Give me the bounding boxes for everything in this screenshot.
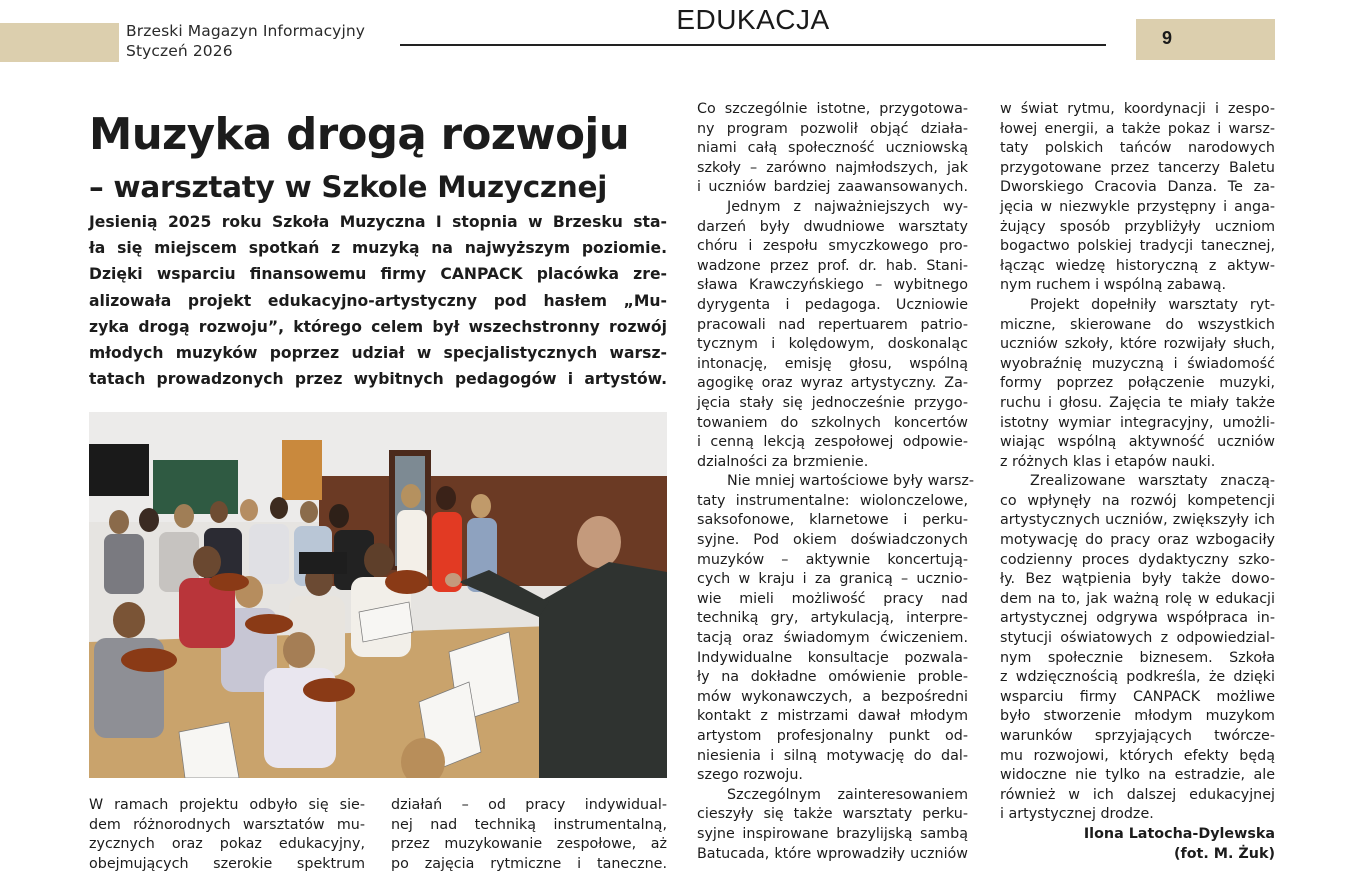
text-line: łącząc wiedzę historyczną z aktyw- — [1000, 257, 1275, 274]
text-line: istotny wymiar integracyjny, umożli- — [1000, 414, 1275, 431]
text-line: dyrygenta i pedagoga. Uczniowie — [697, 296, 968, 313]
lead-line: zyka drogą rozwoju”, którego celem był wszechstronny rozwój — [89, 317, 667, 336]
lead-line: ła się miejscem spotkań z muzyką na najwyższym poziomie. — [89, 239, 667, 258]
text-line: chóru i zespołu smyczkowego pro- — [697, 238, 968, 255]
text-line: Dworskiego Cracovia Danza. Te za- — [1000, 179, 1275, 196]
text-line: muzyków – aktywnie koncertują- — [697, 551, 968, 568]
lead-line: Dzięki wsparciu finansowemu firmy CANPACK placówka zre- — [89, 265, 667, 284]
text-line: towaniem do szkolnych koncertów — [697, 414, 968, 431]
text-line: intonację, emisję głosu, wspólną — [697, 355, 968, 372]
text-line: Nie mniej wartościowe były warsz- — [727, 473, 975, 490]
article-title: Muzyka drogą rozwoju — [89, 110, 630, 160]
text-line: Co szczególnie istotne, przygotowa- — [697, 101, 968, 117]
text-line: ły. Bez wątpienia były także dowo- — [1000, 571, 1275, 588]
text-line: żujący sposób przybliżyły uczniom — [1000, 218, 1275, 235]
lead-line: alizowała projekt edukacyjno-artystyczny pod hasłem „Mu- — [89, 291, 667, 310]
text-line: darzeń były dwudniowe warsztaty — [697, 218, 968, 235]
header-accent-bar — [0, 23, 119, 62]
article-lead — [89, 209, 667, 392]
text-line: miczne, skierowane do wszystkich — [1000, 316, 1275, 333]
text-line: działań – od pracy indywidual- — [391, 797, 667, 813]
text-line: dem na to, jak ważną rolę w edukacji — [1000, 590, 1275, 607]
lead-line: Jesienią 2025 roku Szkoła Muzyczna I stopnia w Brzesku sta- — [89, 213, 667, 231]
article-photo — [89, 412, 667, 778]
text-line: W ramach projektu odbyło się sie- — [89, 797, 365, 813]
text-line: szego rozwoju. — [697, 767, 803, 784]
text-line: warunków sprzyjających twórcze- — [1000, 728, 1275, 744]
text-line: uczniów szkoły, które rozwijały słuch, — [1000, 336, 1275, 353]
text-line: i artystycznej drodze. — [1000, 806, 1154, 823]
text-line: bogactwo polskiej tradycji tanecznej, — [1000, 238, 1275, 255]
article-column-3 — [697, 100, 975, 864]
text-line: agogikę oraz wyraz artystyczny. Za- — [697, 375, 968, 392]
author-name: Ilona Latocha-Dylewska — [1083, 825, 1275, 842]
article-column-2 — [391, 796, 667, 874]
text-line: syjne inspirowane brazylijską sambą — [697, 825, 968, 842]
magazine-name: Brzeski Magazyn Informacyjny — [126, 22, 366, 40]
page-number-box — [1136, 19, 1275, 60]
text-line: niami całą społeczność uczniowską — [697, 140, 968, 157]
issue-date: Styczeń 2026 — [126, 42, 233, 60]
text-line: artystycznych uczniów, zwiększyły ich — [1000, 512, 1275, 529]
text-line: wie mieli możliwość pracy nad — [697, 590, 968, 607]
text-line: mu rozwojowi, których efekty będą — [1000, 747, 1275, 764]
text-line: widoczne nie tylko na estradzie, ale — [1000, 767, 1275, 784]
text-line: wadzone przez prof. dr. hab. Stani- — [697, 257, 968, 274]
text-line: i cenną lekcją zespołowej odpowie- — [697, 434, 968, 451]
text-line: nej nad techniką instrumentalną, — [391, 816, 667, 833]
text-line: artystom profesjonalny punkt od- — [697, 728, 968, 744]
text-line: dzialności za brzmienie. — [697, 453, 869, 470]
text-line: codzienny proces dydaktyczny szko- — [1000, 551, 1275, 568]
text-line: wyobraźnię muzyczną i świadomość — [1000, 355, 1275, 372]
text-line: przez muzykowanie zespołowe, aż — [391, 836, 667, 853]
text-line: artystycznej odgrywa współpraca in- — [1000, 610, 1275, 627]
photo-credit: (fot. M. Żuk) — [1173, 845, 1275, 862]
text-line: stytucji oświatowych z odpowiedzial- — [1000, 630, 1275, 647]
text-line: kontakt z mistrzami dawał młodym — [697, 708, 968, 725]
text-line: formy poprzez połączenie muzyki, — [1000, 375, 1275, 392]
text-line: techniką gry, artykulacją, interpre- — [697, 610, 968, 627]
masthead — [126, 21, 365, 61]
text-line: cieszyły się także warsztaty perku- — [697, 806, 968, 823]
text-line: po zajęcia rytmiczne i taneczne. — [391, 855, 667, 872]
text-line: nym społecznie biznesem. Szkoła — [1000, 649, 1275, 666]
text-line: niesienia i silną motywację do dal- — [697, 747, 968, 764]
text-line: Projekt dopełniły warsztaty ryt- — [1030, 296, 1275, 313]
text-line: ły na dokładne omówienie proble- — [697, 669, 968, 686]
article-subtitle: – warsztaty w Szkole Muzycznej — [89, 170, 608, 204]
text-line: saksofonowe, klarnetowe i perku- — [697, 512, 968, 529]
text-line: motywację do pracy oraz wzbogaciły — [1000, 532, 1275, 549]
text-line: wsparciu firmy CANPACK możliwe — [1000, 688, 1275, 705]
text-line: nym ruchem i wspólną zabawą. — [1000, 277, 1227, 294]
text-line: mów wykonawczych, a bezpośredni — [697, 688, 968, 705]
text-line: syjne. Pod okiem doświadczonych — [697, 532, 968, 549]
text-line: taty polskich tańców narodowych — [1000, 140, 1275, 157]
text-line: z wdzięcznością podkreśla, że dzięki — [1000, 669, 1275, 686]
text-line: Szczególnym zainteresowaniem — [727, 786, 968, 803]
text-line: tacją oraz świadomym ćwiczeniem. — [697, 630, 968, 647]
text-line: tycznym i kolędowym, doskonaląc — [697, 336, 968, 353]
text-line: w świat rytmu, koordynacji i zespo- — [1000, 101, 1275, 117]
text-line: co wpłynęły na rozwój kompetencji — [1000, 492, 1275, 509]
text-line: przygotowane przez tancerzy Baletu — [1000, 159, 1275, 176]
text-line: pracowali nad repertuarem patrio- — [697, 316, 968, 333]
text-line: sława Krawczyńskiego – wybitnego — [697, 277, 968, 294]
text-line: zycznych oraz pokaz edukacyjny, — [89, 836, 365, 853]
text-line: Jednym z najważniejszych wy- — [727, 198, 968, 215]
text-line: szkoły – zarówno najmłodszych, jak — [697, 159, 968, 176]
text-line: wiając wspólną aktywność uczniów — [1000, 434, 1275, 451]
text-line: jęcia w niezwykle przystępny i anga- — [1000, 198, 1275, 215]
lead-line: młodych muzyków poprzez udział w specjalistycznych warsz- — [89, 344, 667, 363]
text-line: również w ich dalszej edukacyjnej — [1000, 786, 1275, 803]
text-line: taty instrumentalne: wiolonczelowe, — [697, 492, 968, 509]
orchestra-rehearsal-illustration — [89, 412, 667, 778]
page-number: 9 — [1162, 28, 1173, 48]
text-line: ny program pozwolił objąć działa- — [697, 120, 968, 137]
text-line: i uczniów bardziej zaawansowanych. — [697, 179, 968, 196]
text-line: z różnych klas i etapów nauki. — [1000, 453, 1216, 470]
text-line: obejmujących szerokie spektrum — [89, 855, 365, 872]
text-line: było stworzenie młodym muzykom — [1000, 708, 1275, 725]
lead-line: tatach prowadzonych przez wybitnych pedagogów i artystów. — [89, 370, 667, 389]
text-line: Batucada, które wprowadziły uczniów — [697, 845, 968, 862]
section-title: EDUKACJA — [676, 4, 830, 35]
text-line: jęcia stały się jednocześnie przygo- — [697, 394, 968, 411]
text-line: ruchu i głosu. Zajęcia te miały także — [1000, 394, 1275, 411]
text-line: dem różnorodnych warsztatów mu- — [89, 816, 365, 833]
text-line: Indywidualne konsultacje pozwala- — [697, 649, 968, 666]
text-line: Zrealizowane warsztaty znaczą- — [1030, 473, 1275, 490]
text-line: łowej energii, a także pokaz i warsz- — [1000, 120, 1275, 137]
article-column-4 — [1000, 100, 1275, 864]
article-column-1 — [89, 796, 365, 874]
header-rule — [400, 44, 1106, 46]
text-line: cych w kraju i za granicą – ucznio- — [697, 571, 968, 588]
